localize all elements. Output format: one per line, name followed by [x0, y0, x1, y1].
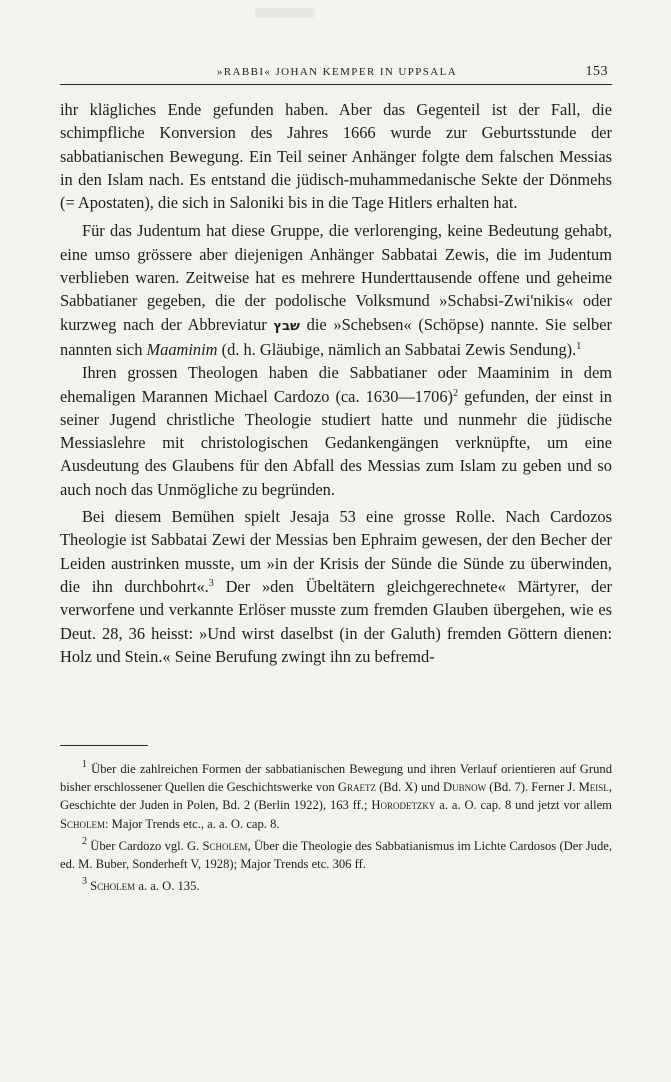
footnote-ref-1: 1 — [576, 340, 582, 352]
footnote-2-text-1: Über Cardozo vgl. G. — [90, 838, 200, 853]
footnote-2-text-2: , Über die Theologie des Sabbatianismus im Lichte Cardosos (Der Jude, ed. M. Buber, Sonderheft V, 1928); Major Trends etc. 306 ff. — [60, 838, 612, 872]
footnote-ref-3: 3 — [208, 577, 214, 589]
author-meisl: Meisl — [578, 780, 609, 795]
footnote-1-number: 1 — [82, 759, 87, 770]
author-scholem: Scholem — [202, 838, 248, 853]
author-graetz: Graetz — [337, 780, 376, 795]
paragraph-1 — [60, 98, 612, 214]
header-rule — [60, 84, 612, 85]
paragraph-3-text-a: Ihren grossen Theologen haben die Sabbatianer oder Maaminim in dem ehemaligen Marannen Michael Cardozo (ca. 1630—1706) — [60, 363, 612, 406]
paragraph-4-text-b: Der »den Übeltätern gleichgerechnete« Märtyrer, der verworfene und verkannte Erlöser musste zum fremden Glauben übergehen, wie es Deut. 28, 36 heisst: »Und wirst daselbst (in der Galuth) fremden Göttern dienen: Holz und Stein.« Seine Berufung zwingt ihn zu befremd- — [60, 576, 612, 666]
footnote-1 — [60, 760, 612, 833]
paragraph-2-text-b: die »Schebsen« (Schöpse) nannte. Sie selber nannten sich — [60, 314, 612, 359]
main-text — [60, 98, 612, 668]
paragraph-2-text-c: (d. h. Gläubige, nämlich an Sabbatai Zewis Sendung). — [221, 339, 577, 359]
paragraph-1-text: ihr klägliches Ende gefunden haben. Aber das Gegenteil ist der Fall, die schimpfliche Konversion des Jahres 1666 wurde zur Geburtsstunde der sabbatianischen Bewegung. Ein Teil seiner Anhänger folgte dem falschen Messias in den Islam nach. Es entstand die jüdisch-muhammedanische Sekte der Dönmehs (= Apostaten), die sich in Saloniki bis in die Tage Hitlers erhalten hat. — [60, 100, 612, 213]
paragraph-2 — [60, 219, 612, 361]
maaminim-italic: Maaminim — [146, 339, 218, 359]
footnote-2-number: 2 — [82, 835, 87, 847]
footnote-3 — [60, 877, 612, 895]
footnote-1-text-6: : Major Trends etc., a. a. O. cap. 8. — [105, 816, 280, 831]
running-title: »RABBI« JOHAN KEMPER IN UPPSALA — [216, 66, 458, 78]
author-scholem: Scholem — [60, 816, 106, 831]
footnote-3-text-1: a. a. O. 135. — [138, 879, 200, 894]
hebrew-abbreviation: שבץ — [273, 318, 300, 334]
running-header — [60, 66, 614, 84]
paragraph-4-text-a: Bei diesem Bemühen spielt Jesaja 53 eine grosse Rolle. Nach Cardozos Theologie ist Sabbatai Zewi der Messias ben Ephraim gewesen, der den Becher der Leiden austrinken musste, um »in der Krisis der Sünde die Sünde zu überwinden, die ihn durchbohrt«. — [60, 507, 612, 596]
page-number: 153 — [585, 64, 608, 79]
paragraph-3 — [60, 361, 612, 501]
footnote-1-text-4: , Geschichte der Juden in Polen, Bd. 2 (Berlin 1922), 163 ff.; — [60, 780, 612, 813]
author-dubnow: Dubnow — [442, 780, 487, 795]
paragraph-4 — [60, 505, 612, 668]
footnote-3-number: 3 — [82, 876, 87, 888]
faint-bleedthrough-mark — [255, 8, 315, 18]
footnote-2 — [60, 837, 612, 873]
footnotes — [60, 760, 612, 895]
footnote-rule — [60, 745, 148, 746]
paragraph-2-text-a: Für das Judentum hat diese Gruppe, die verlorenging, keine Bedeutung gehabt, eine umso grössere aber diejenigen Anhänger Sabbatai Zewis, die im Judentum verblieben waren. Zeitweise hat es mehrere Hunderttausende offene und geheime Sabbatianer gegeben, die der podolische Volksmund »Schabsi-Zwi'nikis« oder kurzweg nach der Abbreviatur — [60, 221, 612, 334]
author-horodetzky: Horodetzky — [371, 798, 436, 813]
footnote-1-text-1: Über die zahlreichen Formen der sabbatianischen Bewegung und ihren Verlauf orientieren auf Grund bisher erschlossener Quellen die Geschichtswerke von — [60, 762, 612, 795]
author-scholem: Scholem — [90, 879, 136, 894]
paragraph-3-text-b: gefunden, der einst in seiner Jugend christliche Theologie studiert hatte und nunmehr die jüdische Messiaslehre mit christologischen Gedankengängen verknüpfte, um eine Ausdeutung des Glaubens für den Abfall des Messias zum Islam zu geben und so auch noch das Unmögliche zu begründen. — [60, 386, 612, 499]
footnote-1-text-5: a. a. O. cap. 8 und jetzt vor allem — [439, 798, 612, 813]
footnote-1-text-2: (Bd. X) und — [379, 780, 440, 795]
footnote-1-text-3: (Bd. 7). Ferner J. — [489, 780, 576, 795]
footnote-ref-2: 2 — [453, 387, 459, 399]
